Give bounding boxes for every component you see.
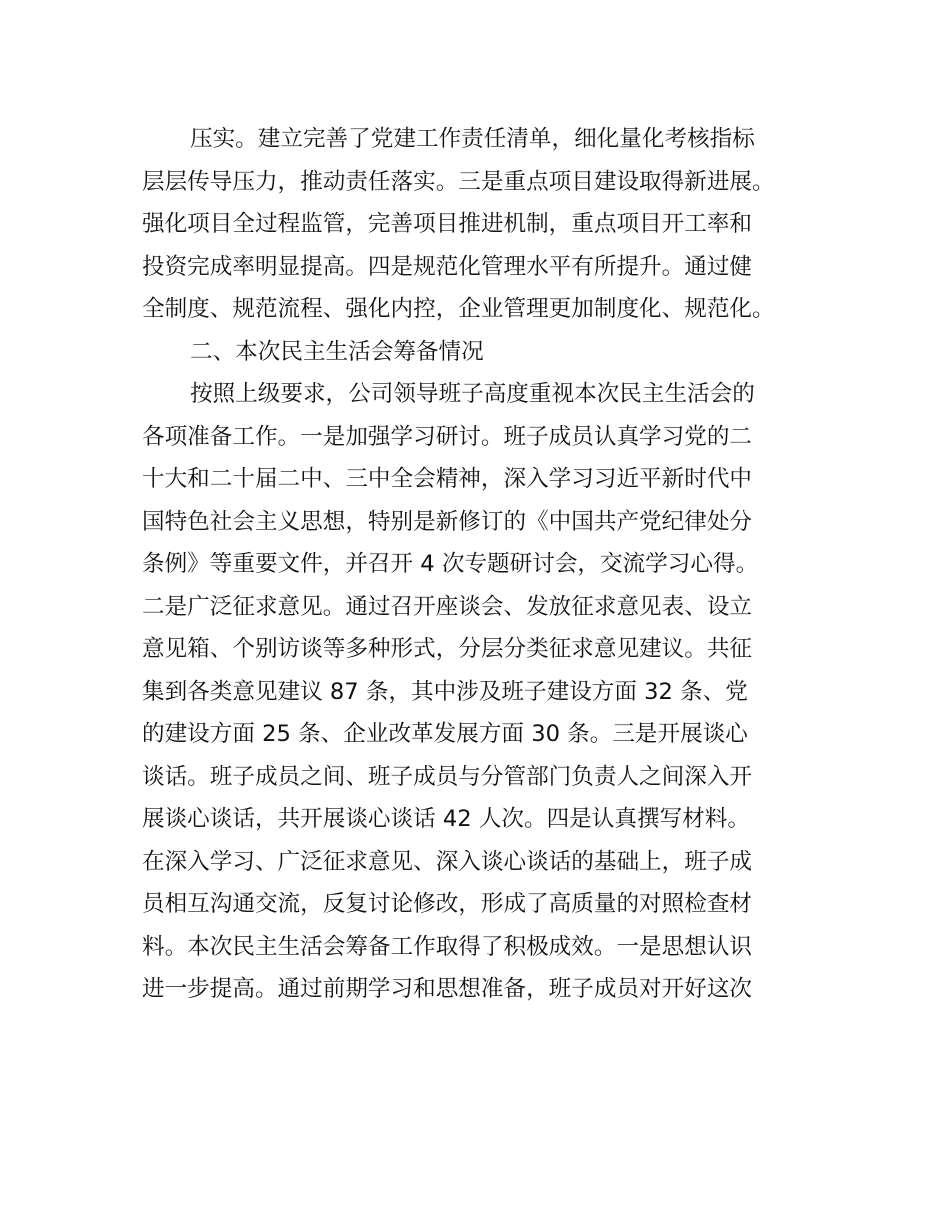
- text-line: 全制度、规范流程、强化内控，企业管理更加制度化、规范化。: [142, 296, 775, 322]
- body-text: [142, 118, 832, 1011]
- text-line: 集到各类意见建议 87 条，其中涉及班子建设方面 32 条、党: [142, 678, 748, 705]
- text-line: 压实。建立完善了党建工作责任清单，细化量化考核指标: [190, 126, 755, 152]
- text-line: 展谈心谈话，共开展谈心谈话 42 人次。四是认真撰写材料。: [142, 806, 750, 832]
- text-line: 投资完成率明显提高。四是规范化管理水平有所提升。通过健: [142, 253, 753, 280]
- text-line: 十大和二十届二中、三中全会精神，深入学习习近平新时代中: [142, 466, 753, 492]
- text-line: 进一步提高。通过前期学习和思想准备，班子成员对开好这次: [142, 976, 753, 1002]
- text-line: 的建设方面 25 条、企业改革发展方面 30 条。三是开展谈心: [142, 721, 748, 747]
- text-line: 员相互沟通交流，反复讨论修改，形成了高质量的对照检查材: [142, 891, 753, 917]
- text-line: 二是广泛征求意见。通过召开座谈会、发放征求意见表、设立: [142, 593, 753, 620]
- text-line: 意见箱、个别访谈等多种形式，分层分类征求意见建议。共征: [142, 636, 753, 662]
- text-line: 条例》等重要文件，并召开 4 次专题研讨会，交流学习心得。: [142, 551, 759, 577]
- text-line: 国特色社会主义思想，特别是新修订的《中国共产党纪律处分: [142, 508, 753, 535]
- text-line: 谈话。班子成员之间、班子成员与分管部门负责人之间深入开: [142, 763, 753, 790]
- text-line: 按照上级要求，公司领导班子高度重视本次民主生活会的: [190, 381, 755, 407]
- text-line: 强化项目全过程监管，完善项目推进机制，重点项目开工率和: [142, 211, 753, 237]
- text-line: 料。本次民主生活会筹备工作取得了积极成效。一是思想认识: [142, 933, 753, 960]
- text-line: 各项准备工作。一是加强学习研讨。班子成员认真学习党的二: [142, 423, 753, 450]
- text-line: 层层传导压力，推动责任落实。三是重点项目建设取得新进展。: [142, 168, 775, 195]
- text-line: 在深入学习、广泛征求意见、深入谈心谈话的基础上，班子成: [142, 848, 753, 875]
- section-heading: 二、本次民主生活会筹备情况: [190, 338, 484, 365]
